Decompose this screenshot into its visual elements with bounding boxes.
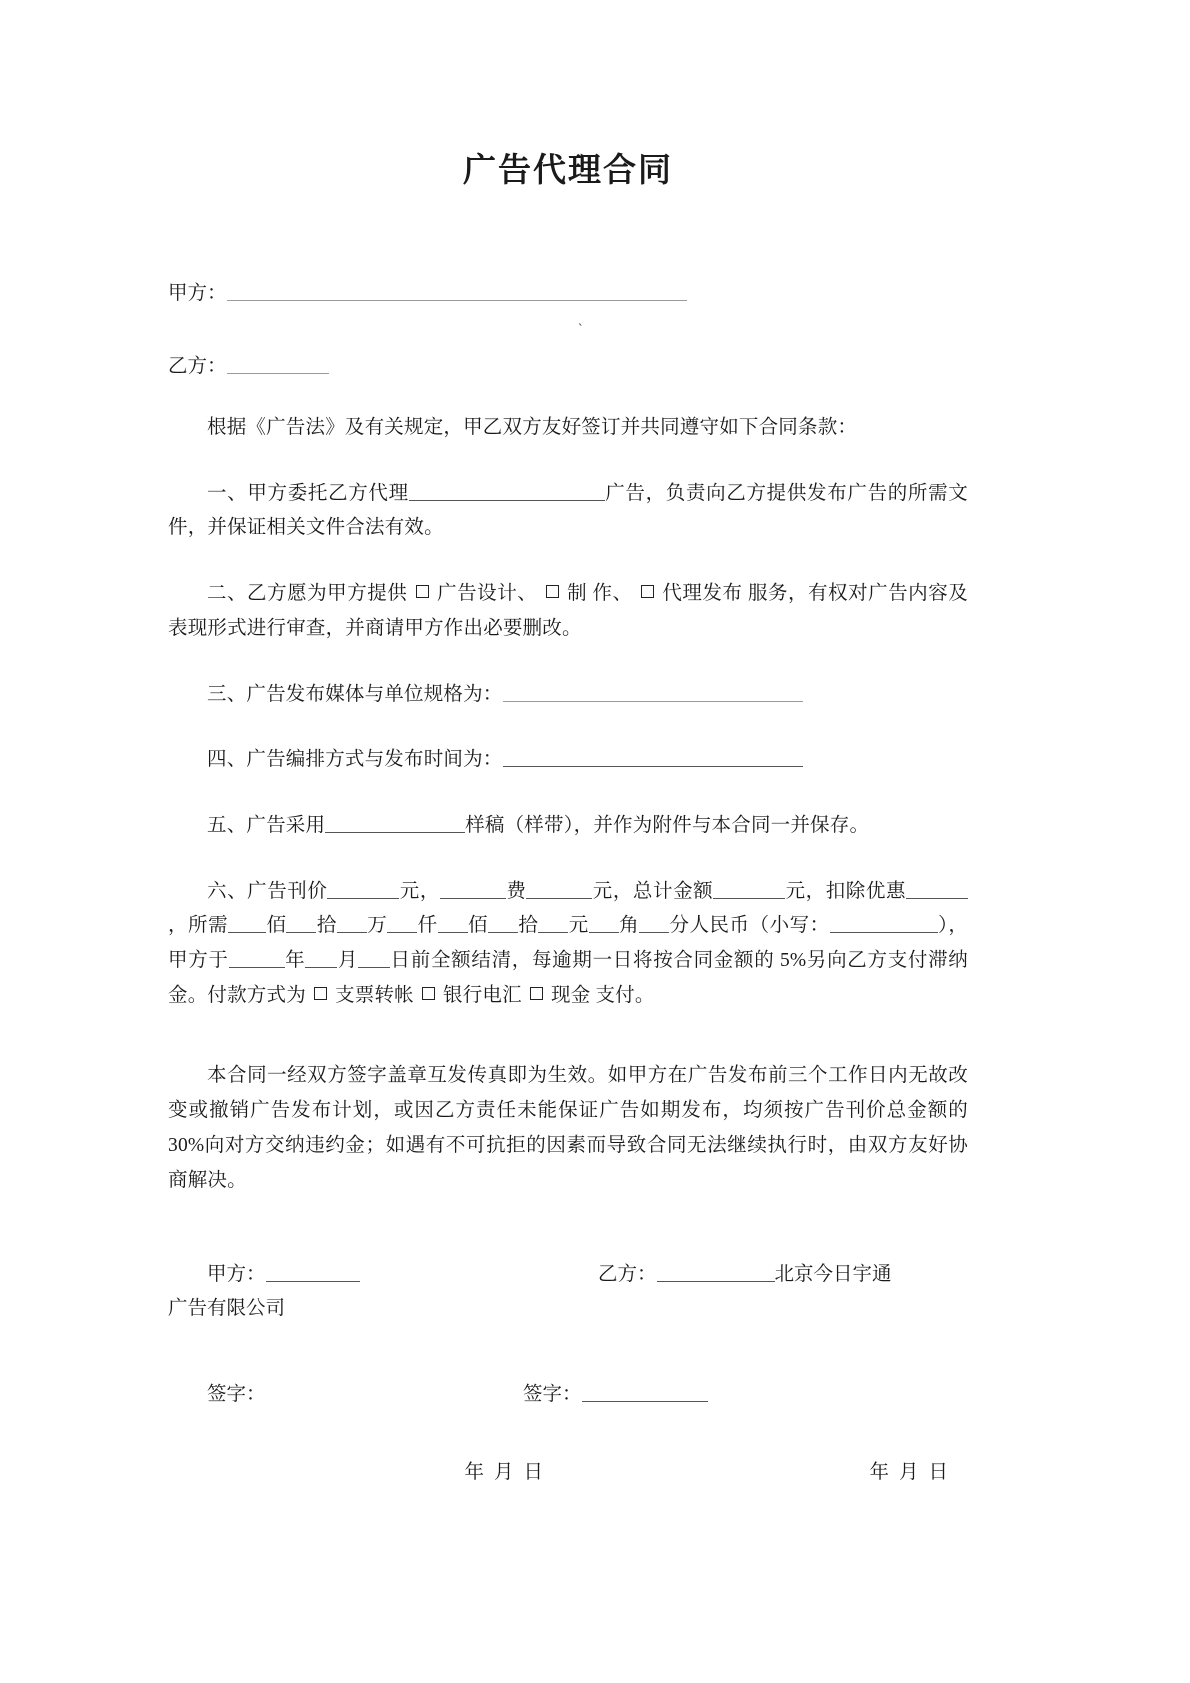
clause-6-text-p7: ），甲方于 (168, 915, 969, 972)
clause-6-year-label: 年 (284, 950, 306, 972)
clause-3-text: 三、广告发布媒体与单位规格为： (207, 683, 503, 705)
clause-6-pay-end: 支付。 (595, 984, 655, 1006)
date-right (673, 1456, 968, 1484)
sign-line-row (168, 1378, 968, 1406)
checkbox-check-transfer[interactable] (314, 987, 327, 1000)
clause-6-price-blank[interactable] (327, 877, 399, 898)
clause-6-unit-3: 万 (366, 915, 388, 937)
clause-6-unit-2: 拾 (316, 915, 337, 937)
clause-6-amount-d2[interactable] (286, 912, 316, 933)
clause-1-paragraph (168, 477, 968, 546)
clause-6-fee-amount-blank[interactable] (526, 877, 592, 898)
clause-4-paragraph (168, 743, 968, 778)
party-b-blank[interactable] (227, 352, 329, 373)
clause-5-text-a: 五、广告采用 (207, 814, 326, 836)
clause-2-text-b: 服务，有权对广告内容及表现形式进行审查，并商请甲方作出必要删改。 (168, 583, 968, 639)
clause-1-blank[interactable] (409, 479, 605, 500)
clause-3-paragraph (168, 678, 968, 713)
clause-6-text-p1: 六、广告刊价 (207, 880, 328, 902)
signature-party-row (168, 1258, 968, 1292)
checkbox-production[interactable] (546, 585, 559, 598)
clause-6-unit-7: 元 (568, 915, 589, 937)
page-title: 广告代理合同 (463, 153, 673, 189)
clause-6-pay-option-2: 银行电汇 (443, 984, 522, 1006)
clause-5-paragraph (168, 809, 968, 844)
clause-6-pay-option-1: 支票转帐 (335, 984, 414, 1006)
clause-2-paragraph (168, 577, 968, 646)
clause-6-pay-option-3: 现金 (551, 984, 591, 1006)
signature-party-b-label: 乙方： (598, 1264, 657, 1286)
date-right-year: 年 (869, 1462, 899, 1484)
clause-6-unit-6: 拾 (517, 915, 539, 937)
sign-label-right: 签字： (523, 1384, 582, 1406)
checkbox-ad-design[interactable] (416, 585, 429, 598)
signature-party-a-blank[interactable] (266, 1261, 360, 1282)
party-b-field-line (168, 348, 968, 385)
clause-6-total-blank[interactable] (713, 877, 785, 898)
clause-6-amount-d1[interactable] (228, 912, 266, 933)
clause-6-text-p2: 元， (399, 880, 440, 902)
checkbox-cash[interactable] (530, 987, 543, 1000)
date-right-month: 月 (898, 1462, 929, 1484)
clause-6-amount-d3[interactable] (337, 912, 367, 933)
clause-6-amount-d5[interactable] (438, 912, 468, 933)
clause-6-year-blank[interactable] (229, 947, 285, 968)
stray-mark: ` (575, 321, 584, 339)
clause-6-unit-4: 仟 (417, 915, 438, 937)
clause-6-amount-d8[interactable] (589, 912, 619, 933)
clause-6-fee-type-blank[interactable] (440, 877, 506, 898)
date-row (168, 1456, 968, 1484)
clause-1-text-a: 一、甲方委托乙方代理 (207, 482, 409, 504)
clause-6-text-d: 日前全额结清，每逾期一日将按合同金额的 5%另向乙方支付滞纳金。付款方式为 (168, 950, 969, 1006)
party-a-blank[interactable] (227, 279, 687, 300)
date-left-day: 日 (523, 1462, 553, 1484)
preamble-paragraph: 根据《广告法》及有关规定，甲乙双方友好签订并共同遵守如下合同条款： (207, 416, 858, 438)
signature-party-b-name-continued: 广告有限公司 (168, 1298, 286, 1320)
signature-party-b (598, 1258, 968, 1292)
clause-6-amount-d6[interactable] (488, 912, 518, 933)
clause-6-text-p6: ，所需 (168, 915, 229, 937)
clause-6-unit-9: 分人民币（小写： (669, 915, 830, 937)
clause-3-blank[interactable] (503, 680, 803, 701)
sign-right-blank[interactable] (582, 1381, 708, 1402)
document-sheet (168, 0, 968, 1484)
clause-4-blank[interactable] (503, 746, 803, 767)
sign-label-left: 签字： (207, 1384, 266, 1406)
checkbox-bank-wire[interactable] (422, 987, 435, 1000)
clause-6-month-label: 月 (337, 950, 359, 972)
signature-party-b-blank[interactable] (657, 1261, 775, 1282)
clause-4-text: 四、广告编排方式与发布时间为： (207, 749, 503, 771)
clause-6-unit-1: 佰 (266, 915, 287, 937)
clause-6-unit-5: 佰 (467, 915, 488, 937)
clause-5-blank[interactable] (325, 811, 465, 832)
date-left (168, 1456, 673, 1484)
date-left-month: 月 (493, 1462, 524, 1484)
party-a-label: 甲方： (168, 282, 227, 304)
clause-6-day-blank[interactable] (358, 947, 390, 968)
clause-6-amount-d4[interactable] (387, 912, 417, 933)
final-clause-paragraph: 本合同一经双方签字盖章互发传真即为生效。如甲方在广告发布前三个工作日内无故改变或撤销广告发布计划，或因乙方责任未能保证广告如期发布，均须按广告刊价总金额的 30%向对方交纳违约金；如遇有不可抗拒的因素而导致合同无法继续执行时，由双方友好协商解决。 (168, 1065, 968, 1191)
clause-6-paragraph (168, 875, 968, 1014)
sign-label-left-wrap (168, 1378, 523, 1406)
checkbox-agency-publish[interactable] (641, 585, 654, 598)
clause-2-option-2: 制 作、 (567, 583, 633, 605)
clause-6-discount-blank[interactable] (906, 877, 968, 898)
date-left-year: 年 (464, 1462, 494, 1484)
party-b-label: 乙方： (168, 355, 227, 377)
clause-2-option-3: 代理发布 (662, 583, 743, 605)
clause-2-option-1: 广告设计、 (437, 583, 538, 605)
clause-6-unit-8: 角 (618, 915, 640, 937)
clause-6-amount-numeric-blank[interactable] (830, 912, 938, 933)
sign-label-right-wrap (523, 1378, 968, 1406)
clause-6-month-blank[interactable] (305, 947, 337, 968)
clause-6-text-p5: 元，扣除优惠 (785, 880, 907, 902)
signature-block (168, 1258, 968, 1326)
clause-6-amount-d9[interactable] (639, 912, 669, 933)
clause-1-text-b: 广告，负责向乙方提供发布广告的所需文件，并保证相关文件合法有效。 (168, 482, 968, 539)
clause-6-text-p3: 费 (505, 880, 527, 902)
signature-party-a (168, 1258, 598, 1292)
clause-6-amount-d7[interactable] (538, 912, 568, 933)
party-a-field-line (168, 275, 968, 312)
signature-party-a-label: 甲方： (207, 1264, 266, 1286)
signature-party-b-name: 北京今日宇通 (774, 1264, 892, 1286)
clause-6-text-p4: 元，总计金额 (592, 880, 714, 902)
clause-2-text-a: 二、乙方愿为甲方提供 (207, 583, 408, 605)
date-right-day: 日 (928, 1462, 958, 1484)
clause-5-text-b: 样稿（样带），并作为附件与本合同一并保存。 (465, 814, 870, 836)
